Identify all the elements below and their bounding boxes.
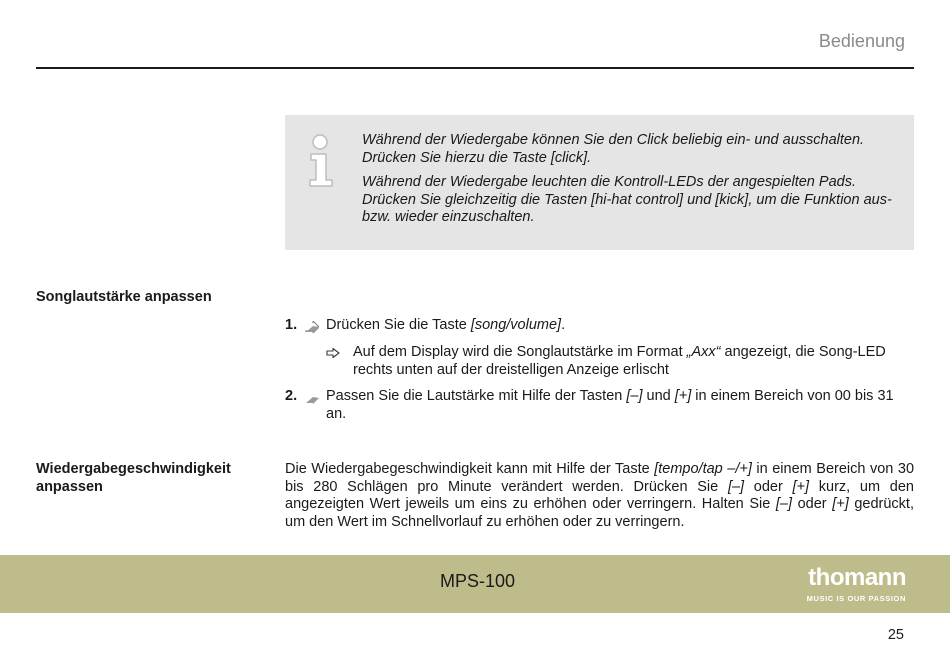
step-arrow-icon [305,392,319,404]
tempo-key: [tempo/tap –/+] [654,461,752,477]
header-divider [36,67,914,69]
playback-speed-heading: Wiedergabegeschwindigkeit anpassen [36,461,231,495]
info-icon [307,133,339,189]
step-1-text: Drücken Sie die Taste [song/volume]. [326,317,566,333]
footer-band [0,555,950,613]
song-volume-key: [song/volume] [470,317,562,333]
playback-speed-text: Die Wiedergabegeschwindigkeit kann mit Hilfe der Taste [tempo/tap –/+] in einem Bereich von 30 bis 280 Schlägen pro Minute verändert werden. Drücken Sie [–] oder [+] kurz, um den angezeigten Wert jeweils um eins zu erhöhen oder verringern. Halten Sie [–] oder [+] gedrückt, um den Wert im Schnellvorlauf zu erhöhen oder zu verringern. [285,461,915,530]
info-paragraph-1: Während der Wiedergabe können Sie den Click beliebig ein- und ausschalten. Drücken Sie hierzu die Taste [click]. [362,132,865,166]
thomann-logo [791,564,906,603]
info-note [285,115,914,250]
plus-key: [+] [674,388,692,404]
logo-tagline: MUSIC IS OUR PASSION [806,594,906,603]
step-1-number: 1. [285,317,298,333]
section-title: Bedienung [818,31,905,51]
song-volume-heading: Songlautstärke anpassen [36,289,212,305]
minus-key: [–] [626,388,643,404]
display-format: „Axx“ [686,344,721,360]
logo-wordmark: thomann [808,564,906,591]
step-2-number: 2. [285,388,298,404]
model-name: MPS-100 [440,571,516,591]
step-2-text: Passen Sie die Lautstärke mit Hilfe der Tasten [–] und [+] in einem Bereich von 00 bis 31 an. [326,388,894,422]
result-1-text: Auf dem Display wird die Songlautstärke im Format „Axx“ angezeigt, die Song-LED rechts unten auf der dreistelligen Anzeige erlischt [353,344,886,378]
step-arrow-icon [305,321,319,333]
info-paragraph-2: Während der Wiedergabe leuchten die Kontroll-LEDs der angespielten Pads. Drücken Sie gleichzeitig die Tasten [hi-hat control] und [kick], um die Funktion aus- bzw. wieder einzuschalten. [362,174,892,225]
result-arrow-icon [326,348,340,358]
page-number: 25 [887,627,904,643]
